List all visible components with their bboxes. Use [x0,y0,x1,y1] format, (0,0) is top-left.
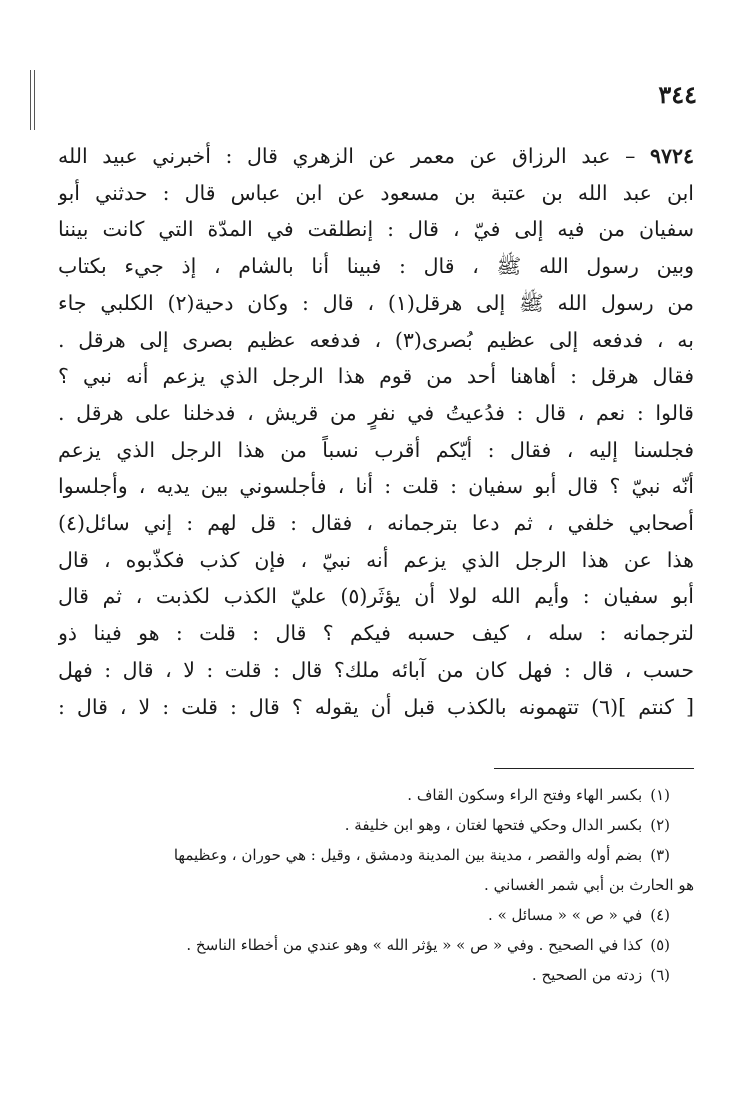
footnote-number: (٦) [650,966,670,984]
hadith-line: قالوا : نعم ، قال : فدُعيتُ في نفرٍ من قريش ، فدخلنا على هرقل . [58,400,694,425]
footnote-item [58,870,694,900]
hadith-line-text: – عبد الرزاق عن معمر عن الزهري قال : أخبرني عبيد الله [58,144,636,168]
footnote-number: (١) [650,786,670,804]
hadith-number: ٩٧٢٤ [649,144,694,168]
footnote-text: بكسر الهاء وفتح الراء وسكون القاف . [407,786,643,804]
margin-rule [34,70,35,130]
hadith-line: من رسول الله ﷺ إلى هرقل(١) ، قال : وكان دحية(٢) الكلبي جاء [58,290,694,315]
hadith-line: أبو سفيان : وأيم الله لولا أن يؤثَر(٥) عليّ الكذب لكذبت ، ثم قال [58,584,694,609]
footnote-item [58,900,694,930]
margin-rule [30,70,31,130]
footnote-text: بكسر الدال وحكي فتحها لغتان ، وهو ابن خليفة . [344,816,643,834]
hadith-line: أصحابي خلفي ، ثم دعا بترجمانه ، فقال : قل لهم : إني سائل(٤) [58,511,694,536]
hadith-line: أنّه نبيّ ؟ قال أبو سفيان : قلت : أنا ، فأجلسوني بين يديه ، وأجلسوا [58,474,694,499]
footnote-number: (٤) [650,906,670,924]
footnote-item [58,960,694,990]
footnote-number: (٥) [650,936,670,954]
hadith-line [58,138,694,175]
footnote-number: (٣) [650,846,670,864]
footnote-text: زدته من الصحيح . [531,966,643,984]
hadith-line: فقال هرقل : أهاهنا أحد من قوم هذا الرجل الذي يزعم أنه نبي ؟ [58,364,694,389]
footnote-text: كذا في الصحيح . وفي « ص » « يؤثر الله » وهو عندي من أخطاء الناسخ . [186,936,643,954]
footnote-item [58,780,694,810]
page-number: ٣٤٤ [658,80,697,109]
footnote-item [58,840,694,870]
hadith-text [58,138,694,725]
footnote-item [58,810,694,840]
hadith-line: وبين رسول الله ﷺ ، قال : فبينا أنا بالشام ، إذ جيء بكتاب [58,254,694,279]
footnote-text: في « ص » « مسائل » . [488,906,643,924]
hadith-line: سفيان من فيه إلى فيّ ، قال : إنطلقت في المدّة التي كانت بيننا [58,217,694,242]
footnote-text: بضم أوله والقصر ، مدينة بين المدينة ودمشق ، وقيل : هي حوران ، وعظيمها [173,846,643,864]
hadith-line: فجلسنا إليه ، فقال : أيّكم أقرب نسباً من هذا الرجل الذي يزعم [58,437,694,462]
footnote-text: هو الحارث بن أبي شمر الغساني . [484,876,694,894]
hadith-line: حسب ، قال : فهل كان من آبائه ملك؟ قال : قلت : لا ، قال : فهل [58,657,694,682]
footnote-divider [494,768,694,769]
footnote-item [58,930,694,960]
footnotes [58,780,694,990]
hadith-line: لترجمانه : سله ، كيف حسبه فيكم ؟ قال : قلت : هو فينا ذو [58,621,694,646]
footnote-number: (٢) [650,816,670,834]
hadith-line: به ، فدفعه إلى عظيم بُصرى(٣) ، فدفعه عظيم بصرى إلى هرقل . [58,327,694,352]
hadith-line: ابن عبد الله بن عتبة بن مسعود عن ابن عباس قال : حدثني أبو [58,180,694,205]
hadith-line: [ كنتم ](٦) تتهمونه بالكذب قبل أن يقوله ؟ قال : قلت : لا ، قال : [58,694,694,719]
hadith-line: هذا عن هذا الرجل الذي يزعم أنه نبيّ ، فإن كذب فكذّبوه ، قال [58,547,694,572]
